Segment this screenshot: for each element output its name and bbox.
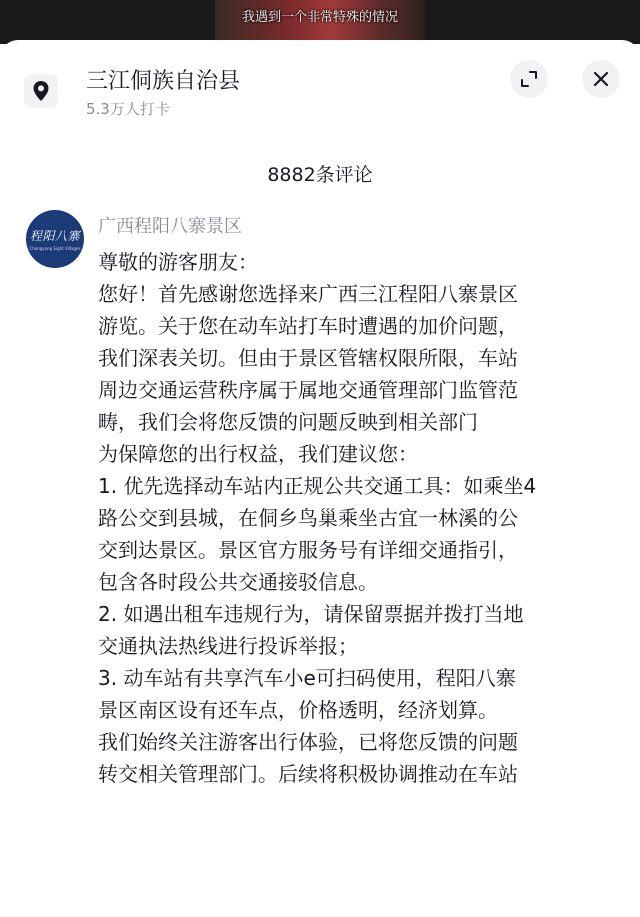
comment-line: 您好！首先感谢您选择来广西三江程阳八寨景区 [98,282,518,306]
comment-line: 景区南区设有还车点，价格透明，经济划算。 [98,698,498,722]
location-title[interactable]: 三江侗族自治县 [86,69,241,94]
close-button[interactable] [582,60,620,98]
comment-line: 包含各时段公共交通接驳信息。 [98,570,378,594]
comment-line: 尊敬的游客朋友： [98,250,258,274]
comment-sheet [0,40,640,917]
comment-line: 交通执法热线进行投诉举报； [98,634,358,658]
comment-line: 我们始终关注游客出行体验，已将您反馈的问题 [98,730,518,754]
comment-line: 游览。关于您在动车站打车时遭遇的加价问题， [98,314,518,338]
comment-body[interactable] [98,246,618,790]
video-background[interactable] [0,0,640,44]
expand-button[interactable] [510,60,548,98]
comment-line: 周边交通运营秩序属于属地交通管理部门监管范 [98,378,518,402]
comment-count: 8882条评论 [267,164,373,186]
avatar[interactable] [26,210,84,268]
avatar-logo: 程阳八寨 [29,229,80,243]
comment-line: 畴，我们会将您反馈的问题反映到相关部门 [98,410,478,434]
close-icon [592,70,610,88]
location-checkins: 5.3万人打卡 [86,100,170,118]
comment-line: 转交相关管理部门。后续将积极协调推动在车站 [98,762,518,786]
comment-line: 为保障您的出行权益，我们建议您： [98,442,418,466]
comment-line: 路公交到县城，在侗乡鸟巢乘坐古宜一林溪的公 [98,506,518,530]
comment-line: 我们深表关切。但由于景区管辖权限所限，车站 [98,346,518,370]
comment-author[interactable]: 广西程阳八寨景区 [98,216,242,237]
avatar-logo-sub: Chengyang Eight Villages [29,246,81,251]
expand-icon [520,70,538,88]
location-pin-icon[interactable] [24,74,58,108]
comment-line: 3. 动车站有共享汽车小e可扫码使用，程阳八寨 [98,666,516,690]
video-caption: 我遇到一个非常特殊的情况 [241,10,398,25]
comment-line: 2. 如遇出租车违规行为，请保留票据并拨打当地 [98,602,524,626]
comment-line: 交到达景区。景区官方服务号有详细交通指引， [98,538,518,562]
comment-line: 1. 优先选择动车站内正规公共交通工具：如乘坐4 [98,474,537,498]
